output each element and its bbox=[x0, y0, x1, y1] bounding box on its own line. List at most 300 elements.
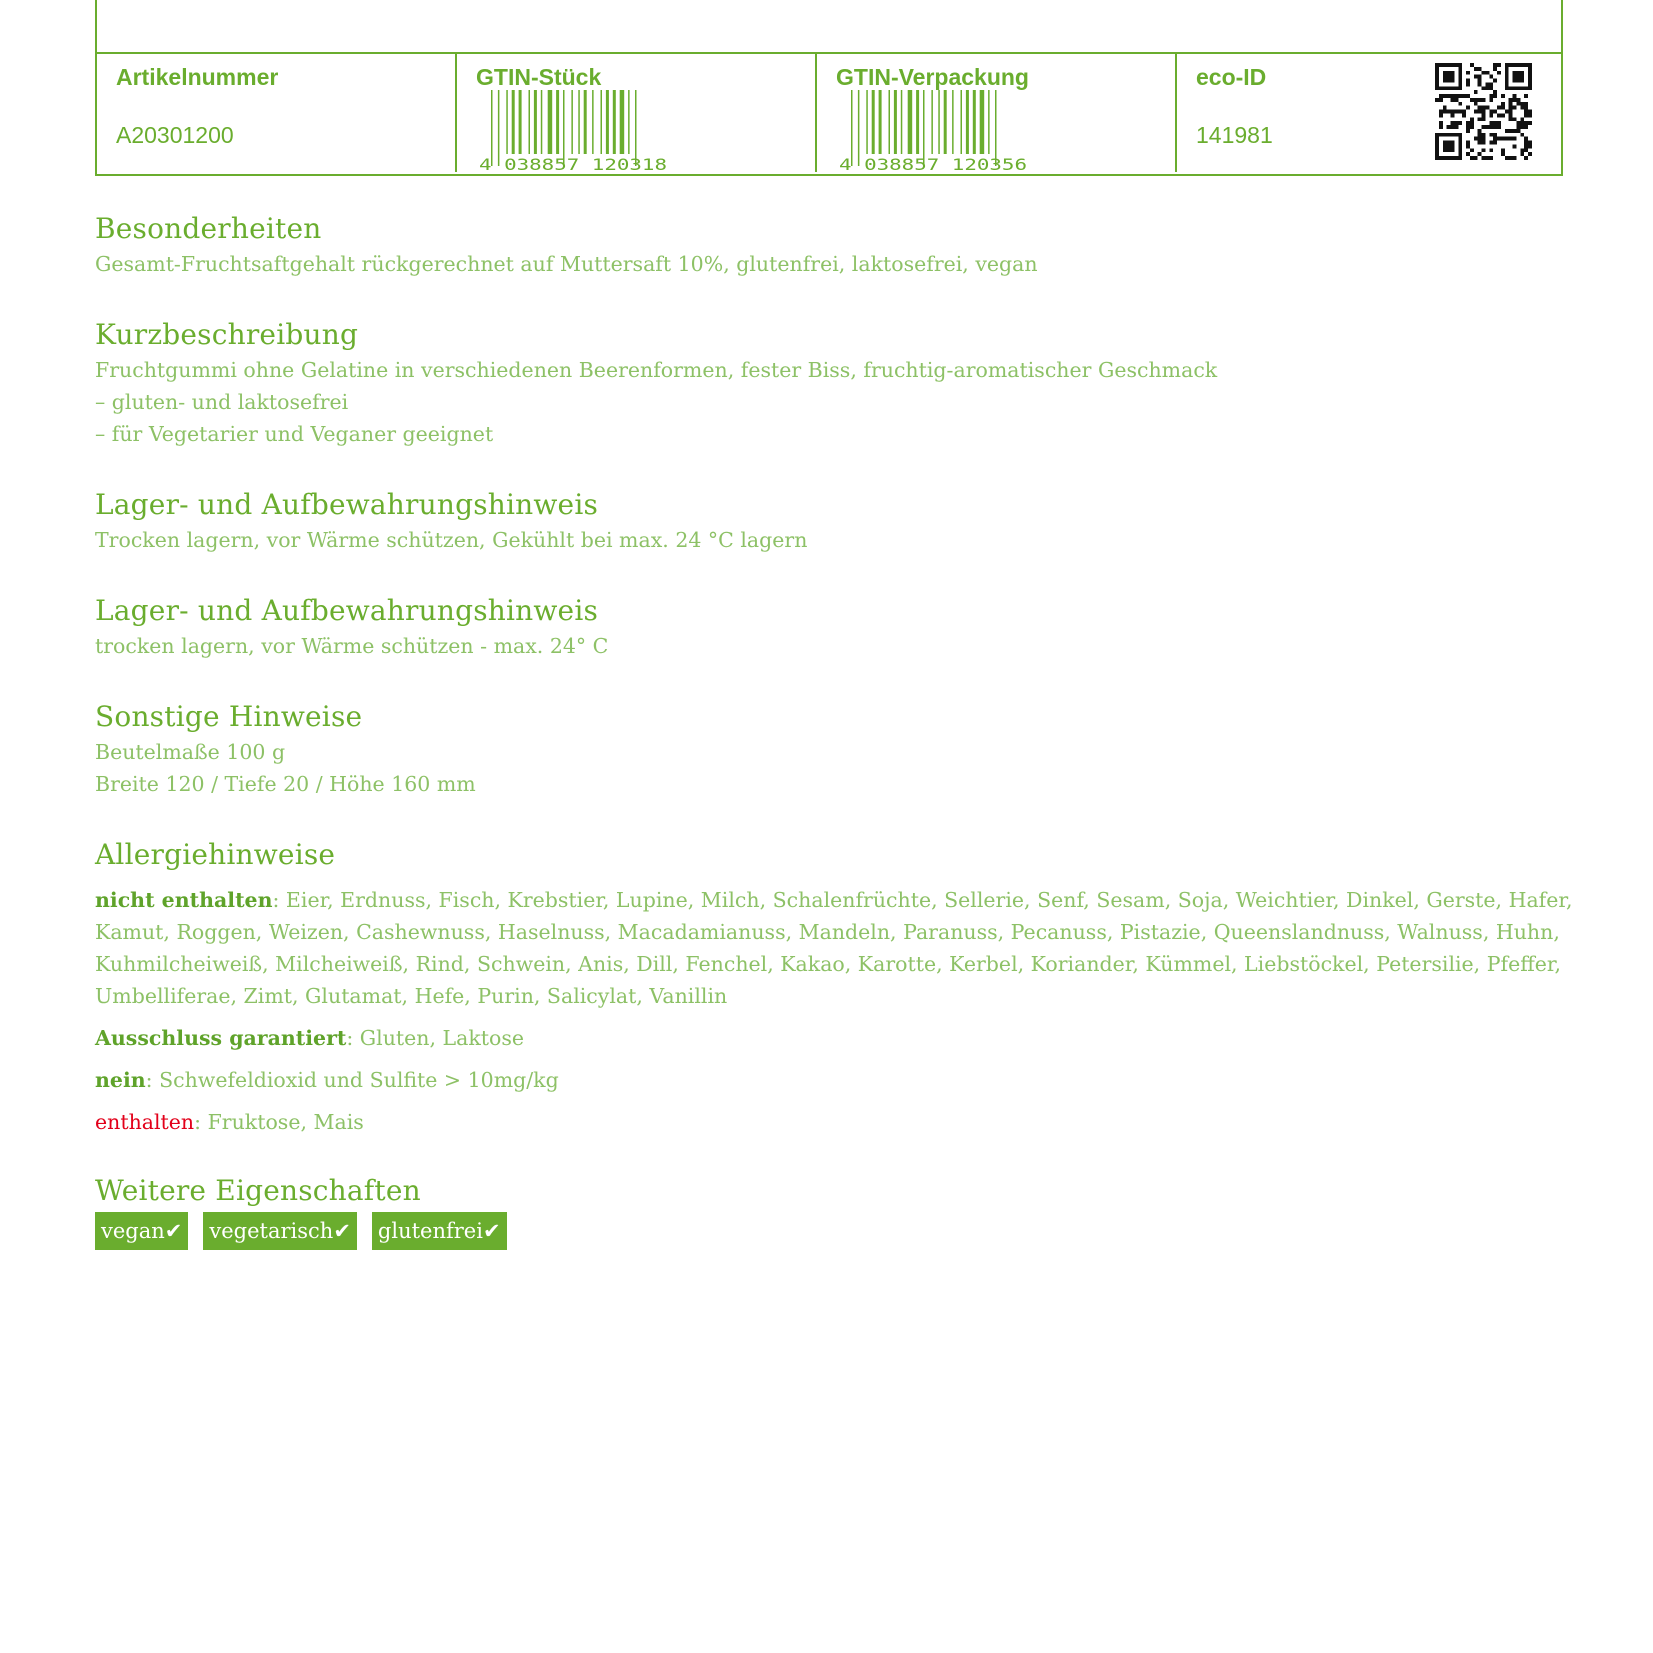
allergie-heading: Allergiehinweise bbox=[95, 838, 336, 871]
qr-module bbox=[1509, 86, 1513, 90]
section-kurzbeschreibung bbox=[95, 316, 1573, 450]
qr-module bbox=[1489, 148, 1493, 152]
qr-module bbox=[1466, 82, 1470, 86]
barcode-bar bbox=[901, 90, 903, 154]
qr-module bbox=[1451, 141, 1455, 145]
barcode-bar bbox=[973, 90, 976, 154]
qr-module bbox=[1528, 82, 1532, 86]
qr-module bbox=[1451, 113, 1455, 117]
qr-module bbox=[1505, 129, 1509, 133]
allergy-list-ausschluss: : Gluten, Laktose bbox=[346, 1026, 525, 1050]
barcode-bar bbox=[601, 90, 603, 154]
qr-module bbox=[1466, 152, 1470, 156]
qr-module bbox=[1435, 137, 1439, 141]
qr-module bbox=[1439, 121, 1443, 125]
qr-module bbox=[1478, 67, 1482, 71]
qr-module bbox=[1509, 129, 1513, 133]
qr-module bbox=[1458, 82, 1462, 86]
qr-module bbox=[1451, 148, 1455, 152]
qr-module bbox=[1435, 86, 1439, 90]
qr-module bbox=[1443, 156, 1447, 160]
barcode-bar bbox=[944, 90, 947, 154]
qr-module bbox=[1447, 94, 1451, 98]
kurzbeschreibung-heading: Kurzbeschreibung bbox=[95, 318, 359, 351]
qr-module bbox=[1509, 110, 1513, 114]
qr-module bbox=[1454, 156, 1458, 160]
qr-module bbox=[1454, 98, 1458, 102]
qr-module bbox=[1458, 79, 1462, 83]
qr-module bbox=[1505, 82, 1509, 86]
qr-module bbox=[1489, 75, 1493, 79]
qr-module bbox=[1458, 141, 1462, 145]
qr-module bbox=[1447, 156, 1451, 160]
qr-module bbox=[1458, 137, 1462, 141]
qr-module bbox=[1493, 133, 1497, 137]
qr-module bbox=[1482, 106, 1486, 110]
qr-module bbox=[1478, 110, 1482, 114]
barcode-bar bbox=[988, 90, 990, 154]
qr-module bbox=[1470, 121, 1474, 125]
lager-2-heading: Lager- und Aufbewahrungshinweis bbox=[95, 594, 599, 627]
qr-module bbox=[1489, 156, 1493, 160]
qr-module bbox=[1443, 86, 1447, 90]
qr-module bbox=[1520, 133, 1524, 137]
qr-module bbox=[1497, 137, 1501, 141]
qr-module bbox=[1458, 86, 1462, 90]
qr-module bbox=[1501, 148, 1505, 152]
allergy-list-nein: : Schwefeldioxid und Sulfite > 10mg/kg bbox=[145, 1068, 559, 1092]
qr-module bbox=[1516, 75, 1520, 79]
qr-module bbox=[1474, 67, 1478, 71]
qr-module bbox=[1478, 141, 1482, 145]
qr-module bbox=[1513, 86, 1517, 90]
qr-module bbox=[1443, 63, 1447, 67]
qr-module bbox=[1478, 137, 1482, 141]
qr-module bbox=[1462, 94, 1466, 98]
qr-module bbox=[1466, 125, 1470, 129]
qr-module bbox=[1528, 141, 1532, 145]
barcode-bar bbox=[872, 90, 875, 154]
section-lager-1 bbox=[95, 486, 1573, 556]
qr-module bbox=[1478, 98, 1482, 102]
qr-module bbox=[1513, 75, 1517, 79]
qr-module bbox=[1524, 94, 1528, 98]
qr-module bbox=[1489, 82, 1493, 86]
lager-1-text: Trocken lagern, vor Wärme schützen, Gekühlt bei max. 24 °C lagern bbox=[95, 528, 808, 552]
qr-module bbox=[1458, 156, 1462, 160]
gtin-piece-digits: 4 038857 120318 bbox=[479, 155, 667, 172]
qr-module bbox=[1489, 94, 1493, 98]
qr-code-icon bbox=[1435, 63, 1532, 160]
kurzbeschreibung-line: – gluten- und laktosefrei bbox=[95, 390, 349, 414]
id-row bbox=[97, 52, 1561, 174]
gtin-pack-digits: 4 038857 120356 bbox=[839, 155, 1027, 172]
qr-module bbox=[1501, 94, 1505, 98]
allergy-key-nein: nein bbox=[95, 1068, 146, 1092]
qr-module bbox=[1493, 125, 1497, 129]
qr-module bbox=[1509, 117, 1513, 121]
qr-module bbox=[1513, 156, 1517, 160]
qr-module bbox=[1462, 110, 1466, 114]
qr-module bbox=[1505, 156, 1509, 160]
article-number-label: Artikelnummer bbox=[116, 64, 279, 90]
allergy-nein bbox=[95, 1064, 1573, 1096]
qr-module bbox=[1443, 94, 1447, 98]
qr-module bbox=[1489, 86, 1493, 90]
badge-vegan: vegan✔ bbox=[95, 1212, 188, 1250]
qr-module bbox=[1482, 133, 1486, 137]
qr-module bbox=[1482, 125, 1486, 129]
qr-module bbox=[1458, 67, 1462, 71]
qr-module bbox=[1447, 141, 1451, 145]
qr-module bbox=[1435, 148, 1439, 152]
qr-module bbox=[1458, 148, 1462, 152]
qr-module bbox=[1454, 125, 1458, 129]
barcode-bar bbox=[866, 90, 868, 154]
qr-module bbox=[1485, 82, 1489, 86]
qr-module bbox=[1458, 152, 1462, 156]
qr-module bbox=[1439, 133, 1443, 137]
qr-module bbox=[1462, 113, 1466, 117]
qr-module bbox=[1439, 110, 1443, 114]
gtin-piece-barcode bbox=[479, 90, 669, 172]
qr-module bbox=[1439, 113, 1443, 117]
qr-module bbox=[1524, 102, 1528, 106]
qr-module bbox=[1482, 137, 1486, 141]
qr-module bbox=[1489, 98, 1493, 102]
qr-module bbox=[1458, 75, 1462, 79]
qr-module bbox=[1524, 156, 1528, 160]
barcode-bar bbox=[506, 90, 508, 154]
barcode-bar bbox=[529, 90, 531, 154]
qr-module bbox=[1466, 94, 1470, 98]
qr-module bbox=[1439, 86, 1443, 90]
qr-module bbox=[1485, 125, 1489, 129]
property-badges bbox=[95, 1212, 1573, 1250]
qr-module bbox=[1443, 79, 1447, 83]
qr-module bbox=[1505, 71, 1509, 75]
qr-module bbox=[1439, 125, 1443, 129]
allergy-list-enthalten: : Fruktose, Mais bbox=[194, 1110, 364, 1134]
qr-module bbox=[1443, 110, 1447, 114]
qr-module bbox=[1497, 63, 1501, 67]
qr-module bbox=[1497, 106, 1501, 110]
barcode-bar bbox=[916, 90, 919, 154]
qr-module bbox=[1505, 110, 1509, 114]
qr-module bbox=[1516, 63, 1520, 67]
qr-module bbox=[1478, 117, 1482, 121]
qr-module bbox=[1439, 156, 1443, 160]
qr-module bbox=[1509, 137, 1513, 141]
qr-module bbox=[1451, 125, 1455, 129]
qr-module bbox=[1516, 121, 1520, 125]
qr-module bbox=[1447, 63, 1451, 67]
qr-module bbox=[1478, 129, 1482, 133]
weitere-heading: Weitere Eigenschaften bbox=[95, 1174, 421, 1207]
qr-module bbox=[1489, 125, 1493, 129]
barcode-bar bbox=[908, 90, 913, 154]
qr-module bbox=[1485, 71, 1489, 75]
qr-module bbox=[1482, 98, 1486, 102]
qr-module bbox=[1474, 137, 1478, 141]
qr-module bbox=[1516, 98, 1520, 102]
qr-module bbox=[1524, 113, 1528, 117]
qr-module bbox=[1435, 79, 1439, 83]
qr-module bbox=[1501, 137, 1505, 141]
qr-module bbox=[1493, 137, 1497, 141]
qr-module bbox=[1516, 79, 1520, 83]
barcode-bar bbox=[961, 90, 963, 154]
qr-module bbox=[1489, 113, 1493, 117]
qr-module bbox=[1470, 63, 1474, 67]
qr-module bbox=[1482, 113, 1486, 117]
qr-module bbox=[1466, 144, 1470, 148]
qr-module bbox=[1524, 110, 1528, 114]
qr-module bbox=[1435, 71, 1439, 75]
qr-module bbox=[1451, 63, 1455, 67]
qr-module bbox=[1505, 79, 1509, 83]
qr-module bbox=[1513, 98, 1517, 102]
qr-module bbox=[1474, 156, 1478, 160]
barcode-bar bbox=[620, 90, 625, 154]
qr-module bbox=[1509, 106, 1513, 110]
qr-module bbox=[1513, 106, 1517, 110]
qr-module bbox=[1482, 156, 1486, 160]
qr-module bbox=[1443, 141, 1447, 145]
qr-module bbox=[1513, 94, 1517, 98]
qr-module bbox=[1466, 71, 1470, 75]
qr-module bbox=[1447, 71, 1451, 75]
qr-module bbox=[1435, 75, 1439, 79]
eco-id-label: eco-ID bbox=[1196, 64, 1267, 90]
qr-module bbox=[1451, 133, 1455, 137]
qr-module bbox=[1447, 79, 1451, 83]
qr-module bbox=[1524, 121, 1528, 125]
barcode-bar bbox=[512, 90, 515, 154]
qr-module bbox=[1443, 148, 1447, 152]
allergy-ausschluss bbox=[95, 1022, 1573, 1054]
qr-module bbox=[1516, 71, 1520, 75]
qr-module bbox=[1451, 86, 1455, 90]
qr-module bbox=[1443, 75, 1447, 79]
qr-module bbox=[1520, 75, 1524, 79]
barcode-bar bbox=[592, 90, 594, 154]
barcode-bar bbox=[578, 90, 580, 154]
qr-module bbox=[1439, 94, 1443, 98]
qr-module bbox=[1439, 63, 1443, 67]
qr-module bbox=[1485, 86, 1489, 90]
qr-module bbox=[1454, 133, 1458, 137]
barcode-bar bbox=[584, 90, 587, 154]
article-number-value: A20301200 bbox=[116, 122, 234, 148]
qr-module bbox=[1435, 82, 1439, 86]
qr-module bbox=[1505, 63, 1509, 67]
qr-module bbox=[1439, 98, 1443, 102]
qr-module bbox=[1501, 102, 1505, 106]
qr-module bbox=[1474, 110, 1478, 114]
barcode-bar bbox=[606, 90, 609, 154]
qr-module bbox=[1520, 152, 1524, 156]
qr-module bbox=[1466, 121, 1470, 125]
qr-module bbox=[1520, 121, 1524, 125]
qr-module bbox=[1458, 121, 1462, 125]
qr-module bbox=[1485, 156, 1489, 160]
qr-module bbox=[1458, 63, 1462, 67]
qr-module bbox=[1447, 148, 1451, 152]
qr-module bbox=[1528, 86, 1532, 90]
qr-module bbox=[1497, 125, 1501, 129]
barcode-bar bbox=[938, 90, 940, 154]
qr-module bbox=[1447, 125, 1451, 129]
qr-module bbox=[1528, 75, 1532, 79]
qr-module bbox=[1520, 125, 1524, 129]
qr-module bbox=[1482, 141, 1486, 145]
qr-module bbox=[1520, 102, 1524, 106]
section-weitere-eigenschaften bbox=[95, 1172, 1573, 1250]
barcode-bar bbox=[966, 90, 969, 154]
lager-1-heading: Lager- und Aufbewahrungshinweis bbox=[95, 488, 599, 521]
qr-module bbox=[1482, 71, 1486, 75]
qr-module bbox=[1524, 63, 1528, 67]
qr-module bbox=[1501, 152, 1505, 156]
qr-module bbox=[1443, 144, 1447, 148]
qr-module bbox=[1493, 63, 1497, 67]
qr-module bbox=[1505, 137, 1509, 141]
qr-module bbox=[1489, 141, 1493, 145]
qr-module bbox=[1520, 79, 1524, 83]
qr-module bbox=[1478, 82, 1482, 86]
barcode-bar bbox=[556, 90, 559, 154]
qr-module bbox=[1454, 94, 1458, 98]
qr-module bbox=[1509, 102, 1513, 106]
qr-module bbox=[1435, 133, 1439, 137]
qr-module bbox=[1458, 144, 1462, 148]
kurzbeschreibung-line: Fruchtgummi ohne Gelatine in verschiedenen Beerenformen, fester Biss, fruchtig-aromatischer Geschmack bbox=[95, 358, 1218, 382]
qr-module bbox=[1435, 156, 1439, 160]
qr-module bbox=[1497, 71, 1501, 75]
qr-module bbox=[1474, 90, 1478, 94]
section-allergiehinweise bbox=[95, 836, 1573, 1148]
qr-module bbox=[1470, 156, 1474, 160]
qr-module bbox=[1451, 71, 1455, 75]
qr-module bbox=[1435, 144, 1439, 148]
qr-module bbox=[1482, 117, 1486, 121]
section-lager-2 bbox=[95, 592, 1573, 662]
qr-module bbox=[1497, 113, 1501, 117]
qr-module bbox=[1493, 94, 1497, 98]
qr-module bbox=[1470, 148, 1474, 152]
barcode-bar bbox=[952, 90, 954, 154]
qr-module bbox=[1482, 110, 1486, 114]
qr-module bbox=[1474, 98, 1478, 102]
barcode-bar bbox=[889, 90, 891, 154]
qr-module bbox=[1497, 121, 1501, 125]
qr-module bbox=[1451, 79, 1455, 83]
qr-module bbox=[1493, 79, 1497, 83]
gtin-pack-cell bbox=[817, 54, 1177, 174]
qr-module bbox=[1524, 148, 1528, 152]
qr-module bbox=[1454, 121, 1458, 125]
qr-module bbox=[1516, 125, 1520, 129]
qr-module bbox=[1489, 121, 1493, 125]
allergy-key-ausschluss: Ausschluss garantiert bbox=[95, 1026, 347, 1050]
qr-module bbox=[1528, 67, 1532, 71]
sonstige-line: Beutelmaße 100 g bbox=[95, 740, 286, 764]
qr-module bbox=[1447, 110, 1451, 114]
qr-module bbox=[1513, 137, 1517, 141]
qr-module bbox=[1470, 125, 1474, 129]
barcode-bar bbox=[980, 90, 985, 154]
qr-module bbox=[1505, 67, 1509, 71]
qr-module bbox=[1528, 63, 1532, 67]
qr-module bbox=[1458, 110, 1462, 114]
qr-module bbox=[1493, 67, 1497, 71]
qr-module bbox=[1493, 121, 1497, 125]
gtin-piece-cell bbox=[457, 54, 817, 174]
qr-module bbox=[1474, 75, 1478, 79]
barcode-bar bbox=[534, 90, 537, 154]
qr-module bbox=[1501, 106, 1505, 110]
product-id-table bbox=[95, 0, 1563, 176]
qr-module bbox=[1520, 63, 1524, 67]
qr-module bbox=[1528, 113, 1532, 117]
badge-glutenfrei: glutenfrei✔ bbox=[372, 1212, 507, 1250]
eco-id-value: 141981 bbox=[1196, 122, 1273, 148]
qr-module bbox=[1466, 106, 1470, 110]
barcode-bar bbox=[613, 90, 616, 154]
qr-module bbox=[1485, 106, 1489, 110]
qr-module bbox=[1509, 63, 1513, 67]
qr-module bbox=[1466, 129, 1470, 133]
qr-module bbox=[1435, 67, 1439, 71]
qr-module bbox=[1447, 144, 1451, 148]
qr-module bbox=[1454, 86, 1458, 90]
qr-module bbox=[1451, 98, 1455, 102]
section-besonderheiten bbox=[95, 210, 1573, 280]
barcode-bar bbox=[894, 90, 897, 154]
qr-module bbox=[1528, 71, 1532, 75]
qr-module bbox=[1478, 79, 1482, 83]
barcode-bar bbox=[519, 90, 522, 154]
gtin-pack-label: GTIN-Verpackung bbox=[836, 64, 1029, 90]
qr-module bbox=[1447, 133, 1451, 137]
qr-module bbox=[1478, 106, 1482, 110]
section-sonstige-hinweise bbox=[95, 698, 1573, 800]
article-number-cell bbox=[97, 54, 457, 174]
besonderheiten-heading: Besonderheiten bbox=[95, 212, 322, 245]
qr-module bbox=[1489, 110, 1493, 114]
barcode-bar bbox=[628, 90, 630, 154]
qr-module bbox=[1478, 152, 1482, 156]
qr-module bbox=[1458, 102, 1462, 106]
qr-module bbox=[1513, 71, 1517, 75]
qr-module bbox=[1513, 129, 1517, 133]
allergy-key-enthalten: enthalten bbox=[95, 1110, 195, 1134]
qr-module bbox=[1451, 144, 1455, 148]
qr-module bbox=[1451, 110, 1455, 114]
qr-module bbox=[1524, 144, 1528, 148]
qr-module bbox=[1509, 113, 1513, 117]
qr-module bbox=[1493, 90, 1497, 94]
qr-module bbox=[1474, 102, 1478, 106]
qr-module bbox=[1489, 133, 1493, 137]
qr-module bbox=[1516, 129, 1520, 133]
qr-module bbox=[1451, 156, 1455, 160]
barcode-bar bbox=[879, 90, 882, 154]
qr-module bbox=[1524, 125, 1528, 129]
allergy-enthalten bbox=[95, 1106, 1573, 1138]
barcode-bar bbox=[931, 90, 933, 154]
